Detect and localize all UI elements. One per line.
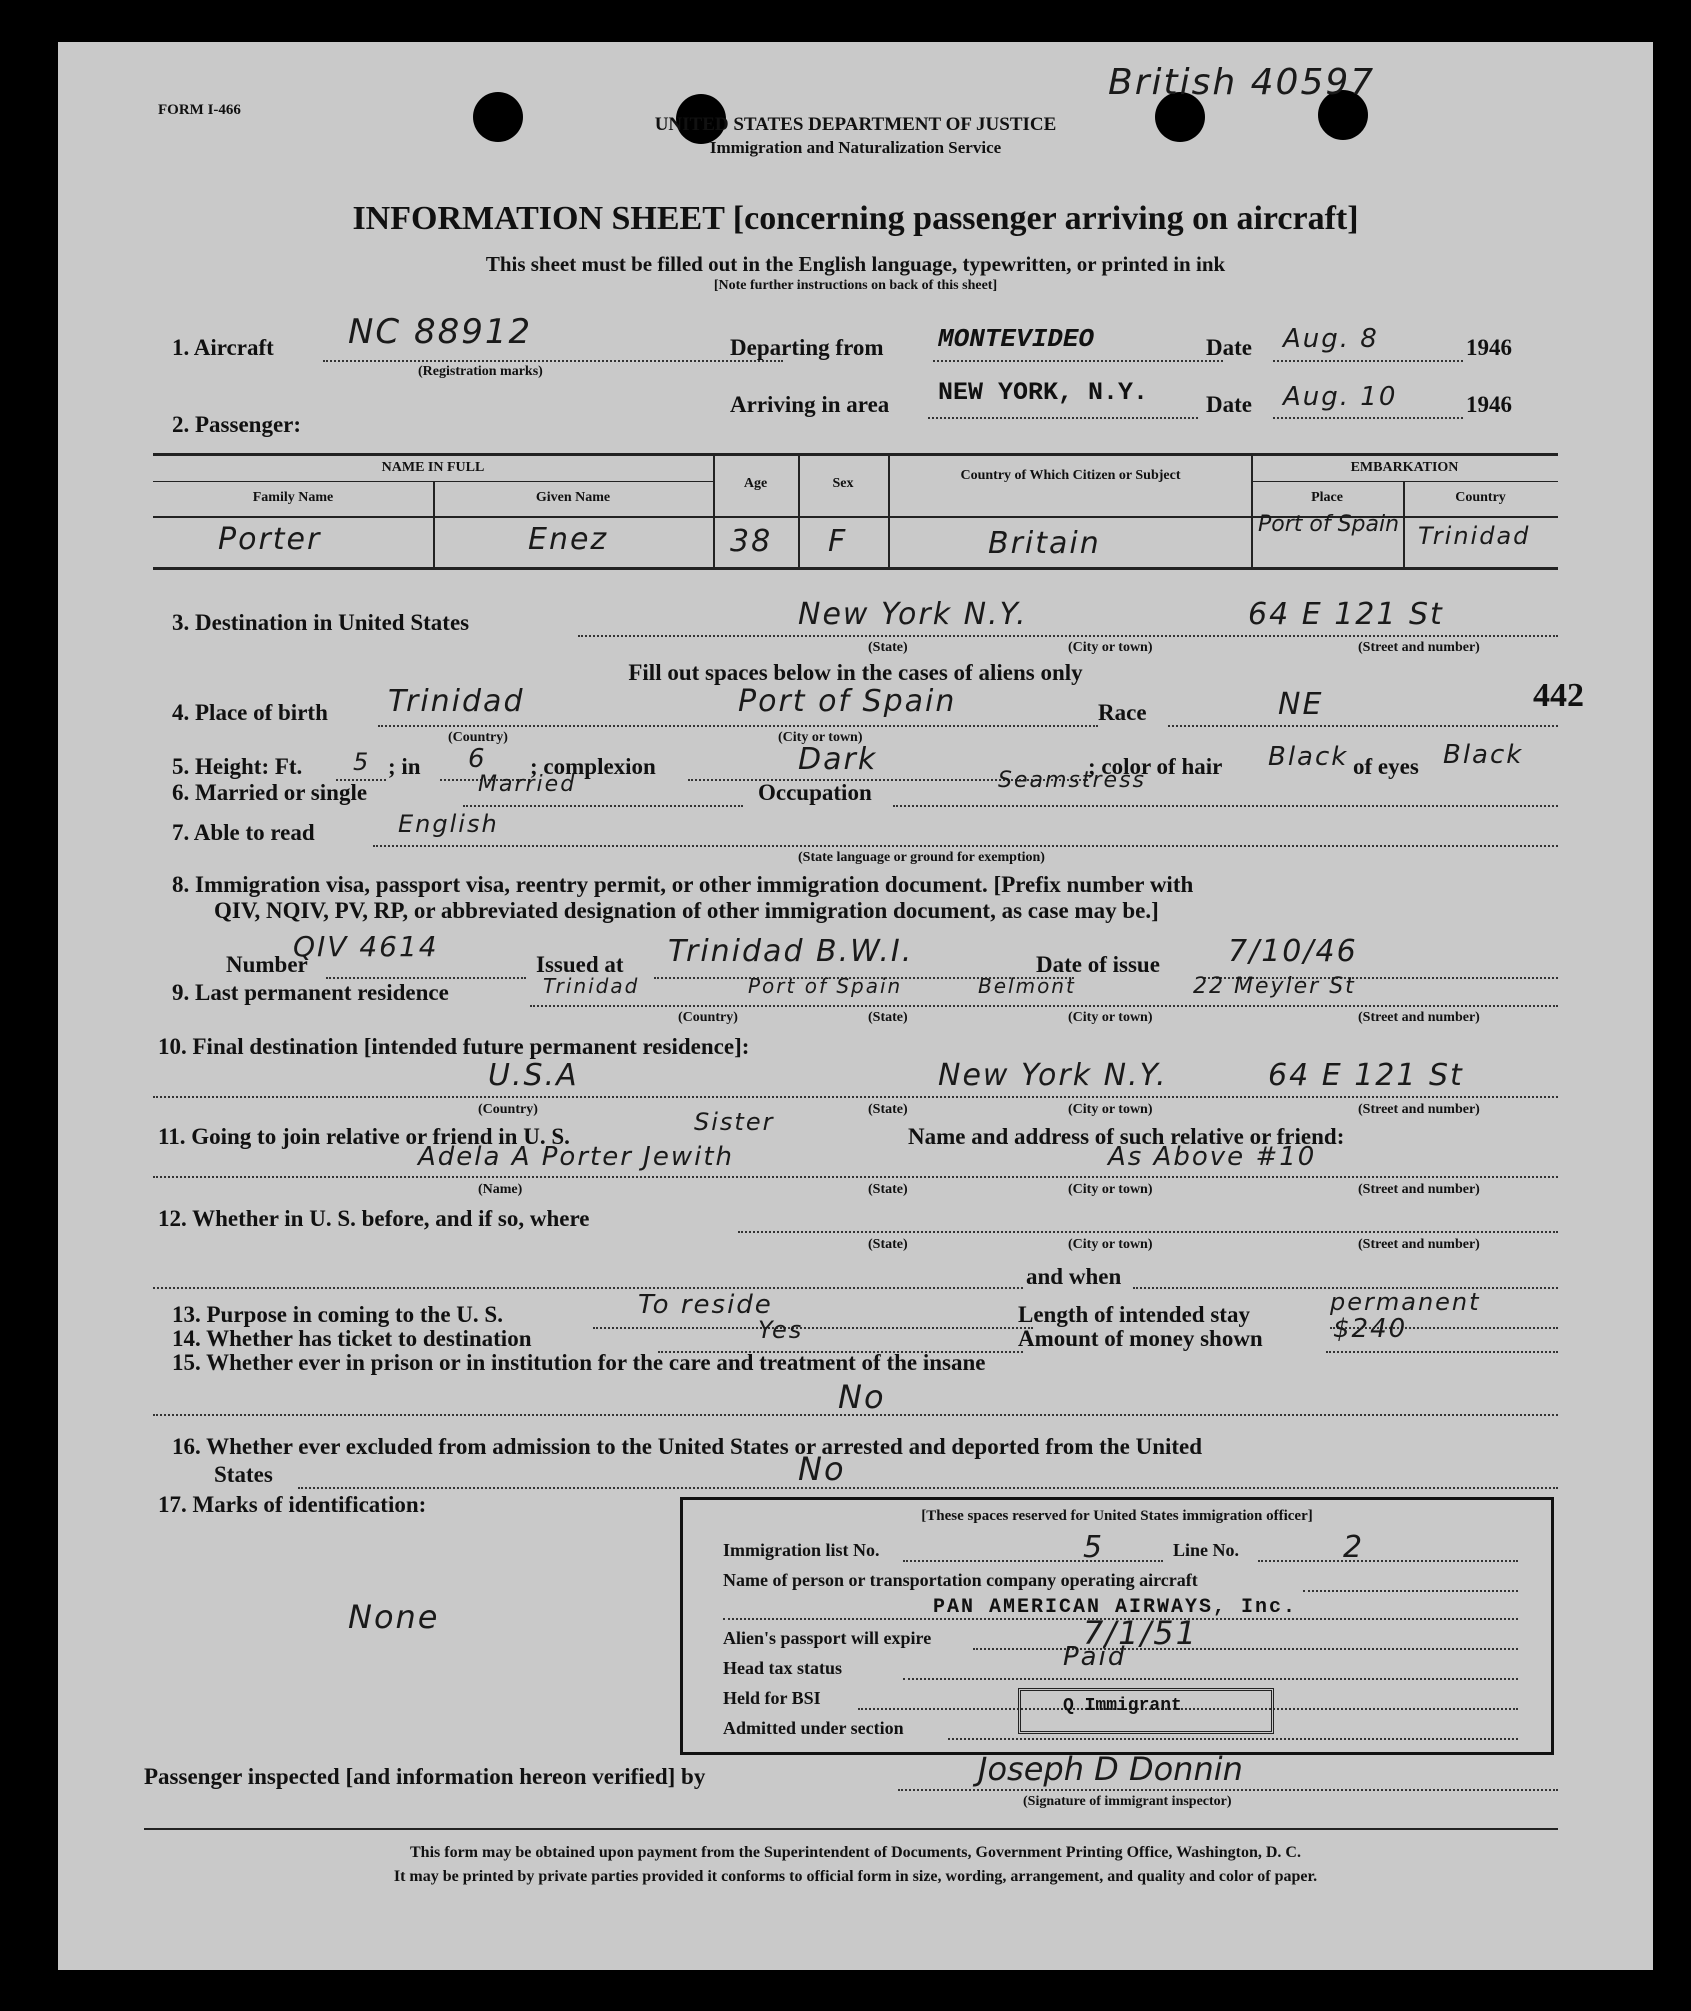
service-name: Immigration and Naturalization Service [709,138,1002,157]
occupation-label: Occupation [758,780,872,805]
sex-value: F [828,524,848,559]
footer-line2: It may be printed by private parties provided it conforms to official form in size, wording, arrangement, and quality and color of paper. [393,1868,1318,1885]
page-mark: 442 [1533,677,1584,714]
excluded-value: No [798,1450,846,1488]
passport-label: Alien's passport will expire [723,1628,932,1648]
inspector-signature: Joseph D Donnin [978,1750,1243,1788]
read-value: English [398,810,499,838]
birth-city: Port of Spain [738,684,957,719]
occupation-value: Seamstress [998,768,1147,793]
hair-value: Black [1268,742,1349,772]
destination-label: 3. Destination in United States [172,610,470,635]
excluded-label-line1: 16. Whether ever excluded from admission to the United States or arrested and deported from the United [172,1434,1203,1459]
height-label: 5. Height: Ft. [172,754,303,779]
passport-value: 7/1/51 [1083,1614,1198,1652]
eyes-value: Black [1443,740,1524,770]
instructions-note: [Note further instructions on back of this sheet] [713,278,998,293]
destination-sub-city: (City or town) [1068,640,1153,655]
married-label: 6. Married or single [172,780,368,805]
line-label: Line No. [1173,1540,1240,1560]
race-value: NE [1278,687,1324,722]
marks-label: 17. Marks of identification: [158,1492,427,1517]
arrive-date: Aug. 10 [1283,382,1398,412]
company-label: Name of person or transportation company operating aircraft [723,1570,1198,1590]
final-sub-state: (State) [868,1102,908,1117]
residence-country: Trinidad [543,974,640,998]
officer-box-heading: [These spaces reserved for United States immigration officer] [921,1508,1313,1524]
money-label: Amount of money shown [1018,1326,1263,1351]
destination-city: New York N.Y. [798,597,1028,632]
eyes-label: of eyes [1353,754,1419,779]
read-sub: (State language or ground for exemption) [798,850,1045,865]
residence-street: 22 Meyler St [1193,974,1356,999]
height-ft: 5 [353,748,371,776]
purpose-label: 13. Purpose in coming to the U. S. [172,1302,503,1327]
given-name-value: Enez [528,522,609,557]
arrive-year: 1946 [1466,392,1512,417]
company-value: PAN AMERICAN AIRWAYS, Inc. [933,1596,1298,1619]
family-name-value: Porter [218,522,322,557]
complexion-value: Dark [798,742,878,777]
visa-label-line2: QIV, NQIV, PV, RP, or abbreviated designation of other immigration document, as case may be.] [214,898,1159,923]
final-street: 64 E 121 St [1268,1058,1464,1093]
headtax-label: Head tax status [723,1658,843,1678]
prison-label: 15. Whether ever in prison or in institution for the care and treatment of the insane [172,1350,986,1375]
arriving-value: NEW YORK, N.Y. [938,378,1149,407]
birth-sub-country: (Country) [448,730,508,745]
inspection-label: Passenger inspected [and information hereon verified] by [144,1764,706,1789]
relative-relation: Sister [694,1108,775,1136]
visa-number-label: Number [226,952,308,977]
line-value: 2 [1343,1530,1365,1565]
residence-label: 9. Last permanent residence [172,980,449,1005]
relative-name: Adela A Porter Jewith [418,1142,735,1172]
list-label: Immigration list No. [723,1540,880,1560]
residence-sub-country: (Country) [678,1010,738,1025]
relative-label: 11. Going to join relative or friend in U. S. [158,1124,570,1149]
stay-value: permanent [1330,1288,1481,1316]
officer-box [680,1497,1554,1755]
visa-issued-label: Issued at [536,952,624,977]
final-city: New York N.Y. [938,1058,1168,1093]
inspection-sub: (Signature of immigrant inspector) [1023,1794,1232,1809]
col-family-name: Family Name [252,490,334,505]
final-sub-street: (Street and number) [1358,1102,1480,1117]
page-title: INFORMATION SHEET [concerning passenger arriving on aircraft] [352,200,1359,237]
birth-country: Trinidad [388,684,525,719]
residence-sub-city: (City or town) [1068,1010,1153,1025]
footer-line1: This form may be obtained upon payment from the Superintendent of Documents, Government Printing Office, Washington, D. C. [410,1844,1301,1861]
aircraft-label: 1. Aircraft [172,335,274,360]
height-in: 6 [468,744,487,774]
height-in-label: ; in [388,754,421,779]
date-label: Date [1206,335,1252,360]
final-sub-city: (City or town) [1068,1102,1153,1117]
residence-sub-state: (State) [868,1010,908,1025]
immigrant-stamp-text: Q Immigrant [1063,1696,1182,1716]
ticket-value: Yes [758,1316,804,1344]
visa-label-line1: 8. Immigration visa, passport visa, reentry permit, or other immigration document. [Prefix number with [172,872,1194,897]
instructions: This sheet must be filled out in the English language, typewritten, or printed in ink [485,252,1226,276]
before-when-label: and when [1026,1264,1122,1289]
aliens-heading: Fill out spaces below in the cases of aliens only [628,660,1083,685]
hair-label: ; color of hair [1088,754,1223,779]
stay-label: Length of intended stay [1018,1302,1250,1327]
destination-street: 64 E 121 St [1248,597,1444,632]
relative-sub-name: (Name) [478,1182,523,1197]
form-sheet [58,42,1653,1970]
admitted-label: Admitted under section [723,1718,904,1738]
birth-label: 4. Place of birth [172,700,328,725]
col-age: Age [743,476,768,491]
before-sub-street: (Street and number) [1358,1237,1480,1252]
departing-value: MONTEVIDEO [938,324,1095,354]
final-sub-country: (Country) [478,1102,538,1117]
list-value: 5 [1083,1530,1105,1565]
age-value: 38 [730,524,773,559]
visa-date-label: Date of issue [1036,952,1160,977]
arrive-date-label: Date [1206,392,1252,417]
col-embark-place: Place [1311,490,1343,505]
visa-date: 7/10/46 [1228,934,1358,969]
depart-year: 1946 [1466,335,1512,360]
complexion-label: ; complexion [530,754,656,779]
money-value: $240 [1333,1314,1408,1344]
registration-sub: (Registration marks) [418,364,543,379]
residence-city: Belmont [978,974,1076,998]
aircraft-value: NC 88912 [348,312,533,352]
col-embark-country: Country [1455,490,1506,505]
married-value: Married [478,772,577,797]
final-country: U.S.A [488,1058,579,1093]
relative-address: As Above #10 [1108,1142,1317,1172]
col-given-name: Given Name [535,490,611,505]
form-number: FORM I-466 [158,102,241,118]
headtax-value: Paid [1063,1642,1127,1672]
col-embarkation: EMBARKATION [1350,460,1459,475]
before-label: 12. Whether in U. S. before, and if so, where [158,1206,590,1231]
residence-state: Port of Spain [748,974,903,998]
passenger-label: 2. Passenger: [172,412,302,437]
purpose-value: To reside [638,1290,773,1320]
relative-sub-street: (Street and number) [1358,1182,1480,1197]
department-name: UNITED STATES DEPARTMENT OF JUSTICE [654,114,1057,135]
ticket-label: 14. Whether has ticket to destination [172,1326,532,1351]
arriving-label: Arriving in area [730,392,890,417]
before-sub-city: (City or town) [1068,1237,1153,1252]
birth-sub-city: (City or town) [778,730,863,745]
destination-sub-street: (Street and number) [1358,640,1480,655]
col-name-in-full: NAME IN FULL [381,460,485,475]
top-annotation: British 40597 [1108,62,1376,103]
visa-issued: Trinidad B.W.I. [668,934,914,969]
relative-sub-state: (State) [868,1182,908,1197]
embark-country-value: Trinidad [1418,522,1531,550]
embark-place-value: Port of Spain [1258,512,1400,537]
citizen-value: Britain [988,526,1101,561]
bsi-label: Held for BSI [723,1688,821,1708]
read-label: 7. Able to read [172,820,315,845]
race-label: Race [1098,700,1147,725]
depart-date: Aug. 8 [1283,324,1379,354]
residence-sub-street: (Street and number) [1358,1010,1480,1025]
prison-value: No [838,1378,886,1416]
marks-value: None [348,1598,440,1636]
departing-label: Departing from [730,335,884,360]
final-destination-label: 10. Final destination [intended future permanent residence]: [158,1034,750,1059]
destination-sub-state: (State) [868,640,908,655]
excluded-label-line2: States [214,1462,273,1487]
col-sex: Sex [832,476,854,491]
visa-number: QIV 4614 [293,930,439,963]
relative-name-label: Name and address of such relative or friend: [908,1124,1345,1149]
relative-sub-city: (City or town) [1068,1182,1153,1197]
before-sub-state: (State) [868,1237,908,1252]
col-citizen: Country of Which Citizen or Subject [960,468,1181,483]
